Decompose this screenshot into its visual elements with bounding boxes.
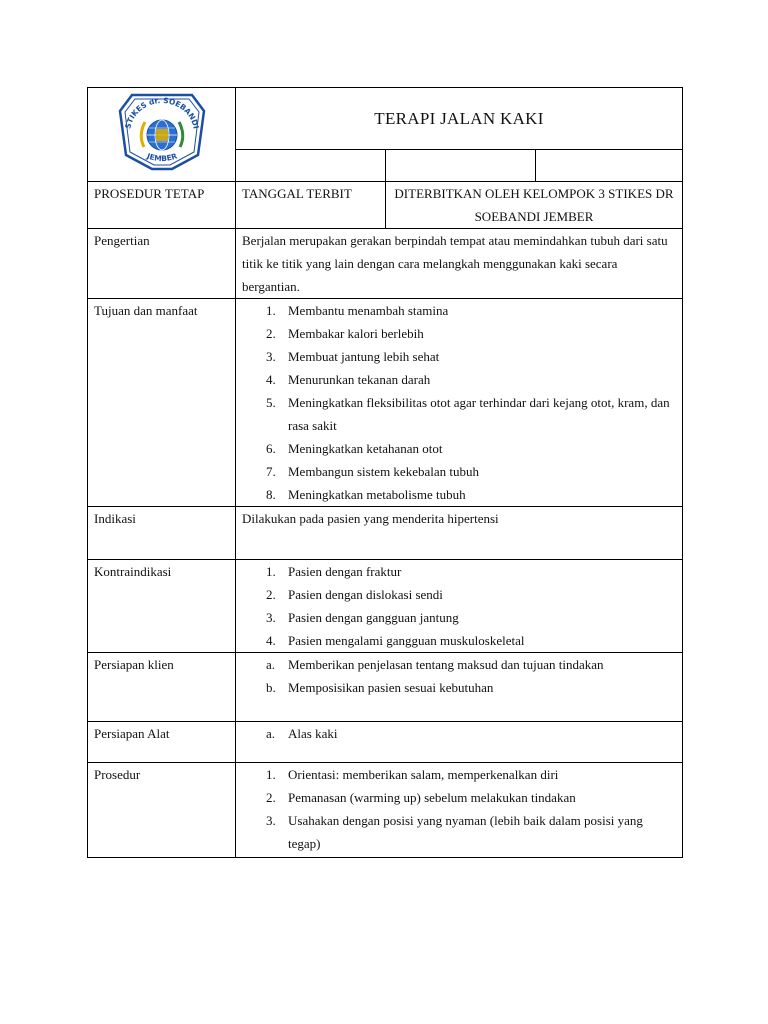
- list-marker: 6.: [266, 441, 276, 456]
- row-label: Indikasi: [88, 507, 236, 560]
- persiapan-alat-list: [242, 722, 676, 745]
- list-marker: 1.: [266, 303, 276, 318]
- list-marker: b.: [266, 680, 276, 695]
- list-item: [242, 676, 676, 699]
- list-marker: 1.: [266, 767, 276, 782]
- row-label: Tujuan dan manfaat: [88, 299, 236, 507]
- list-item: [242, 437, 676, 460]
- list-item-text: Usahakan dengan posisi yang nyaman (lebih baik dalam posisi yang tegap): [288, 813, 643, 851]
- list-item: [242, 809, 676, 855]
- indikasi-text: Dilakukan pada pasien yang menderita hipertensi: [236, 507, 683, 560]
- diterbitkan-oleh-text: DITERBITKAN OLEH KELOMPOK 3 STIKES DR SOEBANDI JEMBER: [386, 182, 683, 229]
- list-item-text: Membakar kalori berlebih: [288, 326, 424, 341]
- list-item-text: Alas kaki: [288, 726, 338, 741]
- tujuan-list-cell: [236, 299, 683, 507]
- list-marker: 5.: [266, 395, 276, 410]
- blank-cell-3: [536, 150, 683, 182]
- list-marker: 4.: [266, 633, 276, 648]
- list-item-text: Meningkatkan fleksibilitas otot agar terhindar dari kejang otot, kram, dan rasa sakit: [288, 395, 670, 433]
- list-item: [242, 653, 676, 676]
- kontraindikasi-list: [242, 560, 676, 652]
- logo-cell: [88, 88, 236, 182]
- persiapan-alat-list-cell: [236, 722, 683, 763]
- list-item: [242, 368, 676, 391]
- list-item: [242, 299, 676, 322]
- list-item: [242, 560, 676, 583]
- persiapan-klien-list: [242, 653, 676, 699]
- list-item-text: Meningkatkan ketahanan otot: [288, 441, 443, 456]
- prosedur-list-cell: [236, 763, 683, 858]
- list-marker: 8.: [266, 487, 276, 502]
- row-label: Pengertian: [88, 229, 236, 299]
- list-item: [242, 322, 676, 345]
- list-item: [242, 763, 676, 786]
- blank-cell-2: [386, 150, 536, 182]
- sop-table: [87, 87, 683, 858]
- row-persiapan-klien: [88, 653, 683, 722]
- blank-cell-1: [236, 150, 386, 182]
- sop-document: [87, 87, 682, 858]
- list-item: [242, 722, 676, 745]
- list-item-text: Pasien dengan gangguan jantung: [288, 610, 459, 625]
- list-item-text: Pemanasan (warming up) sebelum melakukan tindakan: [288, 790, 576, 805]
- list-marker: a.: [266, 726, 276, 741]
- list-item-text: Meningkatkan metabolisme tubuh: [288, 487, 466, 502]
- list-item: [242, 391, 676, 437]
- list-item: [242, 483, 676, 506]
- list-item-text: Pasien dengan dislokasi sendi: [288, 587, 443, 602]
- pengertian-text: Berjalan merupakan gerakan berpindah tempat atau memindahkan tubuh dari satu titik ke titik yang lain dengan cara melangkah menggunakan kaki secara bergantian.: [236, 229, 683, 299]
- list-marker: a.: [266, 657, 276, 672]
- list-marker: 2.: [266, 326, 276, 341]
- prosedur-tetap-label: PROSEDUR TETAP: [88, 182, 236, 229]
- stikes-logo: [112, 89, 212, 173]
- row-pengertian: [88, 229, 683, 299]
- tujuan-list: [242, 299, 676, 506]
- tanggal-terbit-label: TANGGAL TERBIT: [236, 182, 386, 229]
- list-item-text: Pasien dengan fraktur: [288, 564, 402, 579]
- row-label: Persiapan Alat: [88, 722, 236, 763]
- list-item-text: Membuat jantung lebih sehat: [288, 349, 440, 364]
- kontraindikasi-list-cell: [236, 560, 683, 653]
- meta-row: [88, 182, 683, 229]
- list-marker: 3.: [266, 349, 276, 364]
- row-kontraindikasi: [88, 560, 683, 653]
- svg-text:JEMBER: JEMBER: [145, 151, 178, 164]
- list-item-text: Pasien mengalami gangguan muskuloskeletal: [288, 633, 525, 648]
- persiapan-klien-list-cell: [236, 653, 683, 722]
- header-row: [88, 88, 683, 150]
- svg-text:STIKES dr. SOEBANDI: STIKES dr. SOEBANDI: [122, 95, 201, 130]
- list-item-text: Menurunkan tekanan darah: [288, 372, 431, 387]
- list-item-text: Memberikan penjelasan tentang maksud dan tujuan tindakan: [288, 657, 604, 672]
- list-item-text: Orientasi: memberikan salam, memperkenalkan diri: [288, 767, 559, 782]
- list-marker: 2.: [266, 587, 276, 602]
- list-item-text: Membantu menambah stamina: [288, 303, 449, 318]
- row-label: Prosedur: [88, 763, 236, 858]
- list-item: [242, 606, 676, 629]
- row-label: Kontraindikasi: [88, 560, 236, 653]
- row-persiapan-alat: [88, 722, 683, 763]
- list-item: [242, 345, 676, 368]
- list-marker: 1.: [266, 564, 276, 579]
- prosedur-list: [242, 763, 676, 855]
- list-marker: 3.: [266, 610, 276, 625]
- list-item: [242, 583, 676, 606]
- row-tujuan: [88, 299, 683, 507]
- row-indikasi: [88, 507, 683, 560]
- row-label: Persiapan klien: [88, 653, 236, 722]
- list-item: [242, 786, 676, 809]
- page-title: TERAPI JALAN KAKI: [236, 88, 683, 150]
- row-prosedur: [88, 763, 683, 858]
- list-item: [242, 629, 676, 652]
- list-marker: 4.: [266, 372, 276, 387]
- list-item-text: Memposisikan pasien sesuai kebutuhan: [288, 680, 494, 695]
- list-marker: 7.: [266, 464, 276, 479]
- list-marker: 3.: [266, 813, 276, 828]
- list-item-text: Membangun sistem kekebalan tubuh: [288, 464, 479, 479]
- list-item: [242, 460, 676, 483]
- list-marker: 2.: [266, 790, 276, 805]
